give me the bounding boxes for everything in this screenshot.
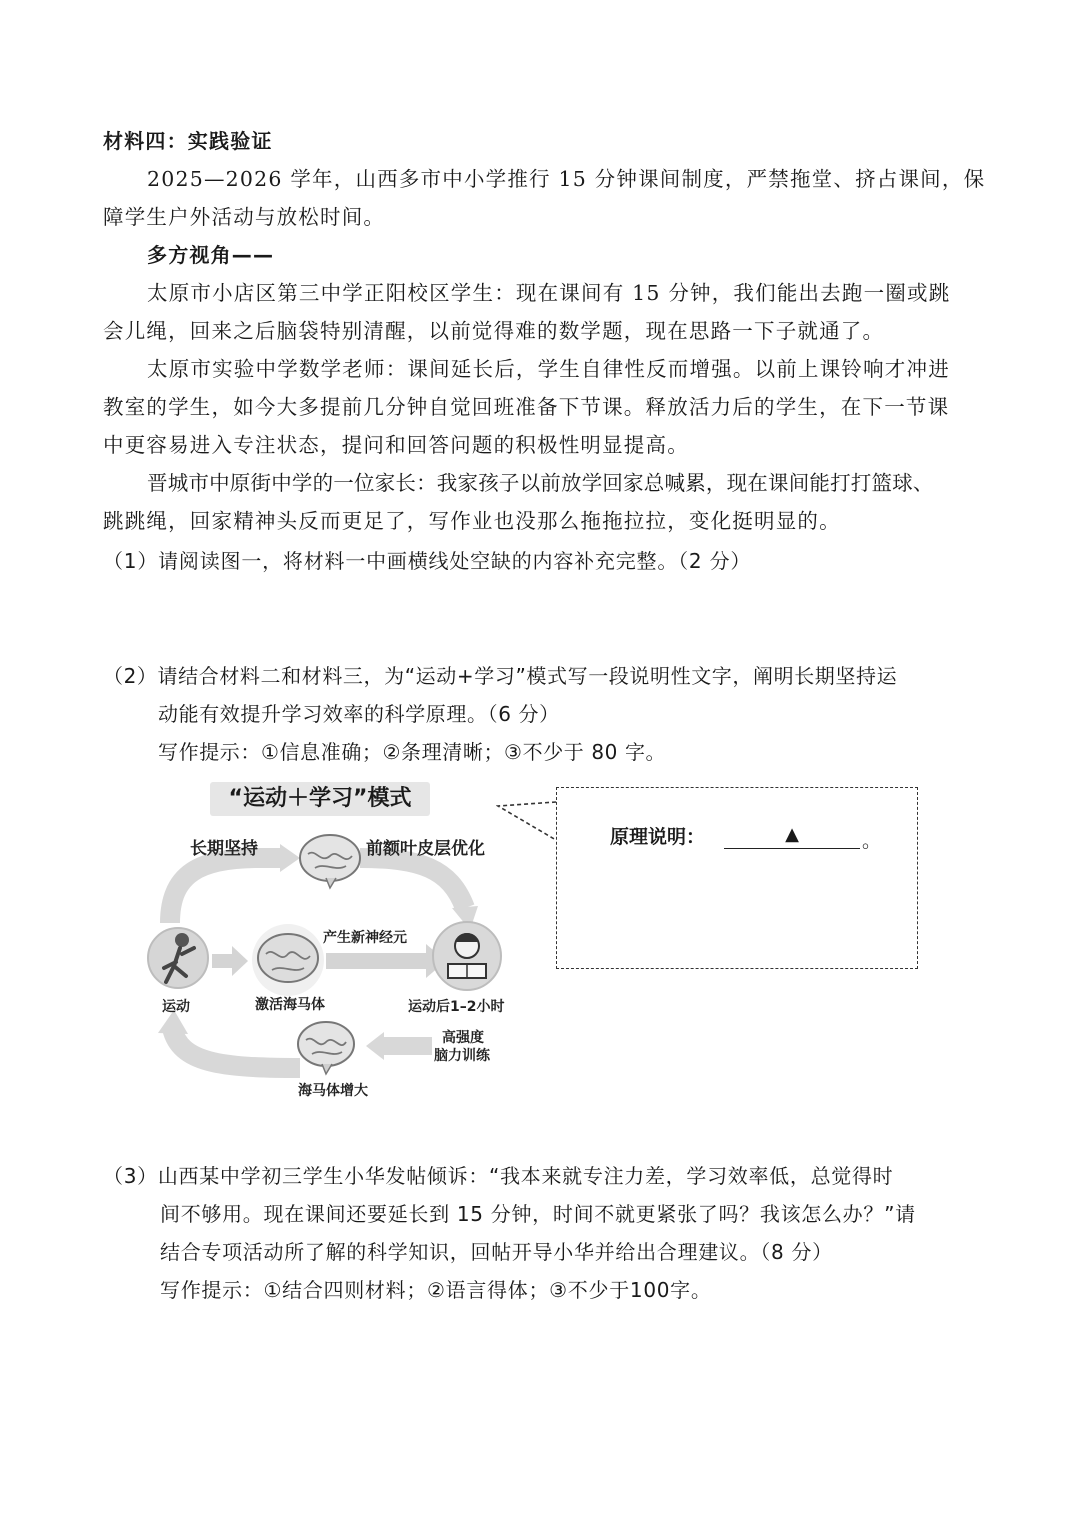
label-activate-hippocampus: 激活海马体 — [255, 997, 325, 1013]
question-3-line2: 间不够用。现在课间还要延长到 15 分钟，时间不就更紧张了吗？我该怎么办？”请 — [160, 1202, 916, 1226]
question-3-hint: 写作提示：①结合四则材料；②语言得体；③不少于100字。 — [160, 1278, 712, 1302]
brain-icon-top — [300, 835, 360, 888]
diagram-title: “运动＋学习”模式 — [210, 782, 430, 816]
teacher-quote-line2: 教室的学生，如今大多提前几分钟自觉回班准备下节课。释放活力后的学生，在下一节课 — [103, 395, 950, 419]
label-high-intensity-1: 高强度 — [442, 1030, 484, 1046]
parent-quote-line1: 晋城市中原街中学的一位家长：我家孩子以前放学回家总喊累，现在课间能打打篮球、 — [147, 471, 934, 495]
label-new-neurons: 产生新神经元 — [323, 930, 407, 946]
blank-marker: ▲ — [785, 824, 799, 845]
material4-para1-line1: 2025—2026 学年，山西多市中小学推行 15 分钟课间制度，严禁拖堂、挤占课间，保 — [147, 167, 986, 191]
exercise-learning-diagram — [140, 778, 540, 1108]
callout-period: 。 — [862, 830, 882, 852]
label-exercise: 运动 — [162, 999, 190, 1015]
student-quote-line1: 太原市小店区第三中学正阳校区学生：现在课间有 15 分钟，我们能出去跑一圈或跳 — [147, 281, 951, 305]
label-after-exercise: 运动后1–2小时 — [408, 999, 505, 1015]
answer-callout-box — [556, 787, 918, 969]
student-icon — [433, 922, 501, 990]
label-high-intensity-2: 脑力训练 — [434, 1048, 490, 1064]
material4-subheading: 多方视角—— — [147, 243, 275, 267]
parent-quote-line2: 跳跳绳，回家精神头反而更足了，写作业也没那么拖拖拉拉，变化挺明显的。 — [103, 509, 841, 533]
material4-heading: 材料四：实践验证 — [103, 129, 273, 153]
question-1: （1）请阅读图一，将材料一中画横线处空缺的内容补充完整。（2 分） — [103, 549, 752, 573]
label-prefrontal: 前额叶皮层优化 — [366, 839, 485, 859]
teacher-quote-line1: 太原市实验中学数学老师：课间延长后，学生自律性反而增强。以前上课铃响才冲进 — [147, 357, 950, 381]
label-hippocampus-grows: 海马体增大 — [298, 1083, 368, 1099]
question-2-hint: 写作提示：①信息准确；②条理清晰；③不少于 80 字。 — [158, 740, 667, 764]
brain-icon-bottom — [298, 1022, 354, 1074]
question-3-line3: 结合专项活动所了解的科学知识，回帖开导小华并给出合理建议。（8 分） — [160, 1240, 833, 1264]
callout-label: 原理说明： — [610, 826, 706, 848]
teacher-quote-line3: 中更容易进入专注状态，提问和回答问题的积极性明显提高。 — [103, 433, 689, 457]
question-2-line2: 动能有效提升学习效率的科学原理。（6 分） — [158, 702, 560, 726]
answer-blank[interactable] — [724, 824, 860, 849]
student-quote-line2: 会儿绳，回来之后脑袋特别清醒，以前觉得难的数学题，现在思路一下子就通了。 — [103, 319, 885, 343]
question-3-line1: （3）山西某中学初三学生小华发帖倾诉：“我本来就专注力差，学习效率低，总觉得时 — [103, 1164, 894, 1188]
question-2-line1: （2）请结合材料二和材料三，为“运动+学习”模式写一段说明性文字，阐明长期坚持运 — [103, 664, 898, 688]
material4-para1-line2: 障学生户外活动与放松时间。 — [103, 205, 386, 229]
callout-pointer — [496, 790, 558, 850]
brain-icon-middle — [252, 924, 324, 996]
label-long-term: 长期坚持 — [190, 839, 258, 859]
